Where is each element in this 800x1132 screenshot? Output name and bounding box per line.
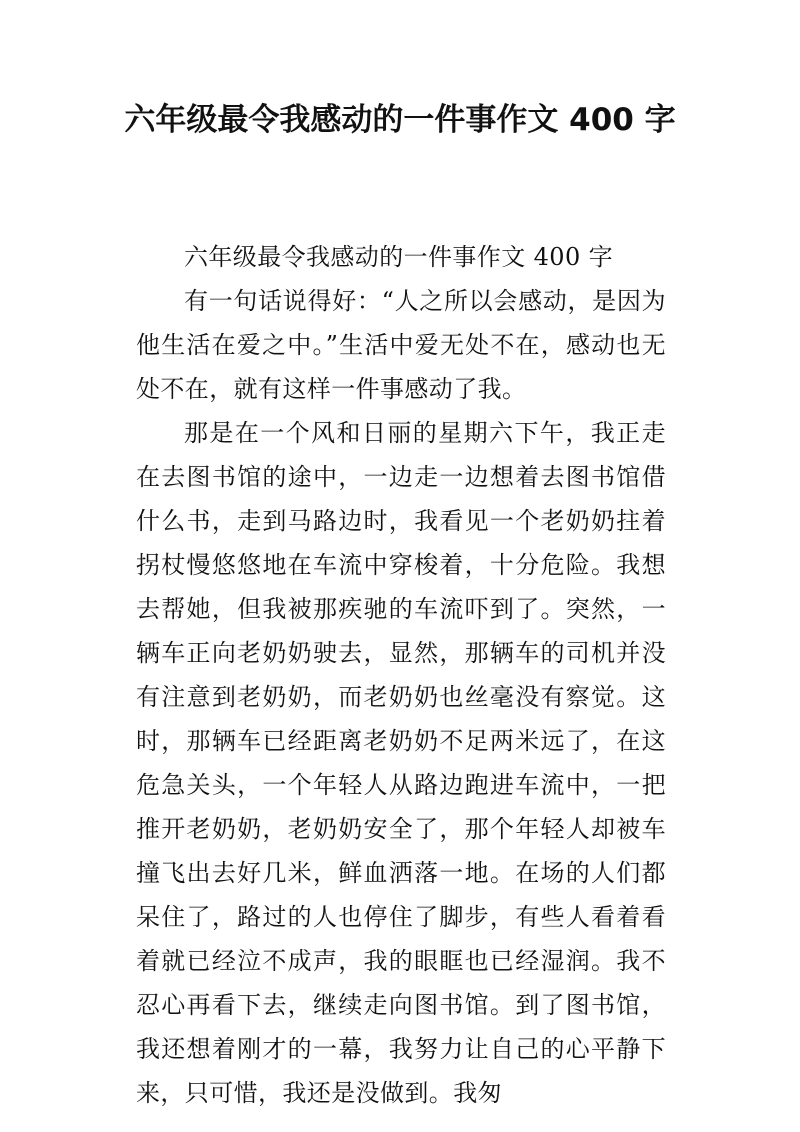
paragraph-subtitle: 六年级最令我感动的一件事作文 400 字 bbox=[184, 243, 614, 271]
paragraph-intro: 有一句话说得好：“人之所以会感动，是因为他生活在爱之中。”生活中爱无处不在，感动也无处不在，就有这样一件事感动了我。 bbox=[136, 287, 666, 403]
paragraph-story: 那是在一个风和日丽的星期六下午，我正走在去图书馆的途中，一边走一边想着去图书馆借什么书，走到马路边时，我看见一个老奶奶拄着拐杖慢悠悠地在车流中穿梭着，十分危险。我想去帮她，但我被那疾驰的车流吓到了。突然，一辆车正向老奶奶驶去，显然，那辆车的司机并没有注意到老奶奶，而老奶奶也丝毫没有察觉。这时，那辆车已经距离老奶奶不足两米远了，在这危急关头，一个年轻人从路边跑进车流中，一把推开老奶奶，老奶奶安全了，那个年轻人却被车撞飞出去好几米，鲜血洒落一地。在场的人们都呆住了，路过的人也停住了脚步，有些人看着看着就已经泣不成声，我的眼眶也已经湿润。我不忍心再看下去，继续走向图书馆。到了图书馆，我还想着刚才的一幕，我努力让自己的心平静下来，只可惜，我还是没做到。我匆 bbox=[136, 419, 666, 1107]
document-title: 六年级最令我感动的一件事作文 400 字 bbox=[124, 102, 676, 138]
document-body bbox=[136, 235, 666, 1115]
